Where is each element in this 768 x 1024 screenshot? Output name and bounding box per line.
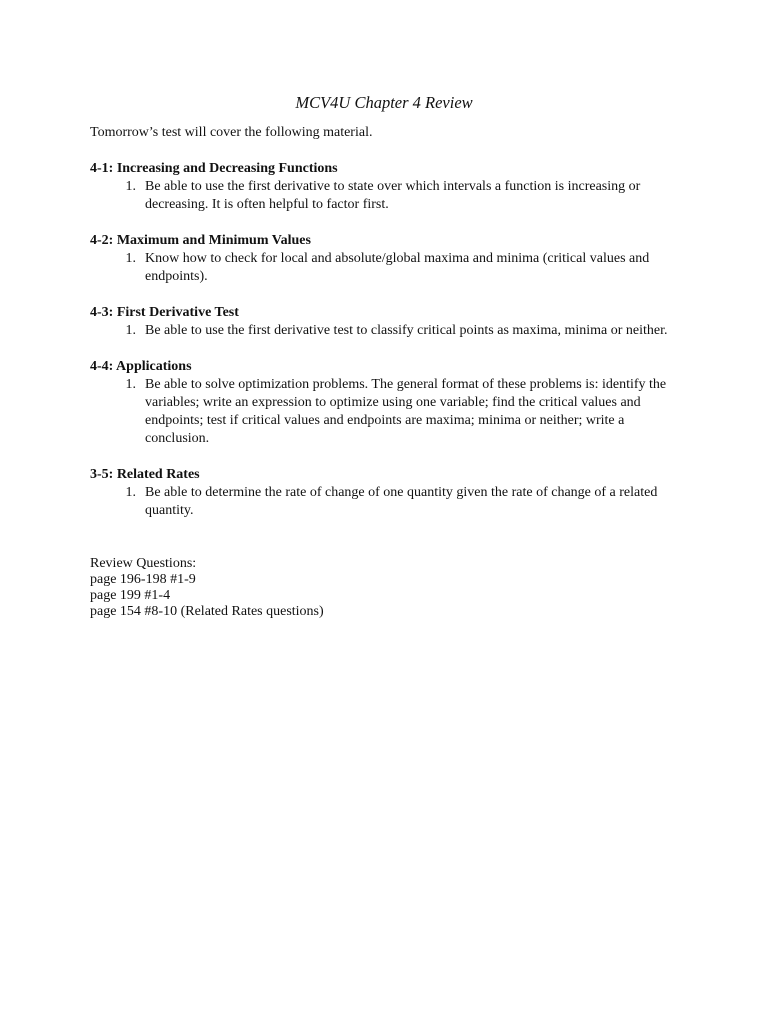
list-item-text: Be able to determine the rate of change of one quantity given the rate of change of a related quantity. [145, 485, 658, 518]
list-item-number: 1. [125, 377, 136, 392]
page-title: MCV4U Chapter 4 Review [295, 93, 473, 112]
list-item-text: Be able to use the first derivative to state over which intervals a function is increasing or decreasing. It is often helpful to factor first. [145, 179, 641, 212]
section-max-min [90, 232, 678, 286]
list-item-number: 1. [125, 179, 136, 194]
list-item [90, 322, 678, 340]
review-line: page 196-198 #1-9 [90, 572, 196, 587]
section-heading: 3-5: Related Rates [90, 467, 200, 482]
review-line: page 154 #8-10 (Related Rates questions) [90, 604, 324, 619]
intro-text: Tomorrow’s test will cover the following material. [90, 125, 373, 140]
section-heading: 4-1: Increasing and Decreasing Functions [90, 161, 338, 176]
section-applications [90, 358, 678, 448]
section-heading: 4-4: Applications [90, 359, 192, 374]
section-increasing-decreasing [90, 160, 678, 214]
list-item-text: Be able to solve optimization problems. The general format of these problems is: identify the variables; write an expression to optimize using one variable; find the critical values and endpoints; test if critical values and endpoints are maxima; minima or neither; write a conclusion. [145, 377, 667, 446]
list-item-number: 1. [125, 251, 136, 266]
list-item [90, 484, 678, 520]
list-item [90, 376, 678, 448]
section-heading: 4-2: Maximum and Minimum Values [90, 233, 311, 248]
list-item-number: 1. [125, 485, 136, 500]
list-item-text: Be able to use the first derivative test to classify critical points as maxima, minima or neither. [145, 323, 668, 338]
review-heading: Review Questions: [90, 556, 197, 571]
list-item-text: Know how to check for local and absolute/global maxima and minima (critical values and endpoints). [145, 251, 650, 284]
review-line: page 199 #1-4 [90, 588, 171, 603]
list-item [90, 178, 678, 214]
section-first-derivative-test [90, 304, 678, 340]
list-item-number: 1. [125, 323, 136, 338]
review-questions [90, 556, 678, 620]
section-heading: 4-3: First Derivative Test [90, 305, 239, 320]
section-related-rates [90, 466, 678, 520]
list-item [90, 250, 678, 286]
